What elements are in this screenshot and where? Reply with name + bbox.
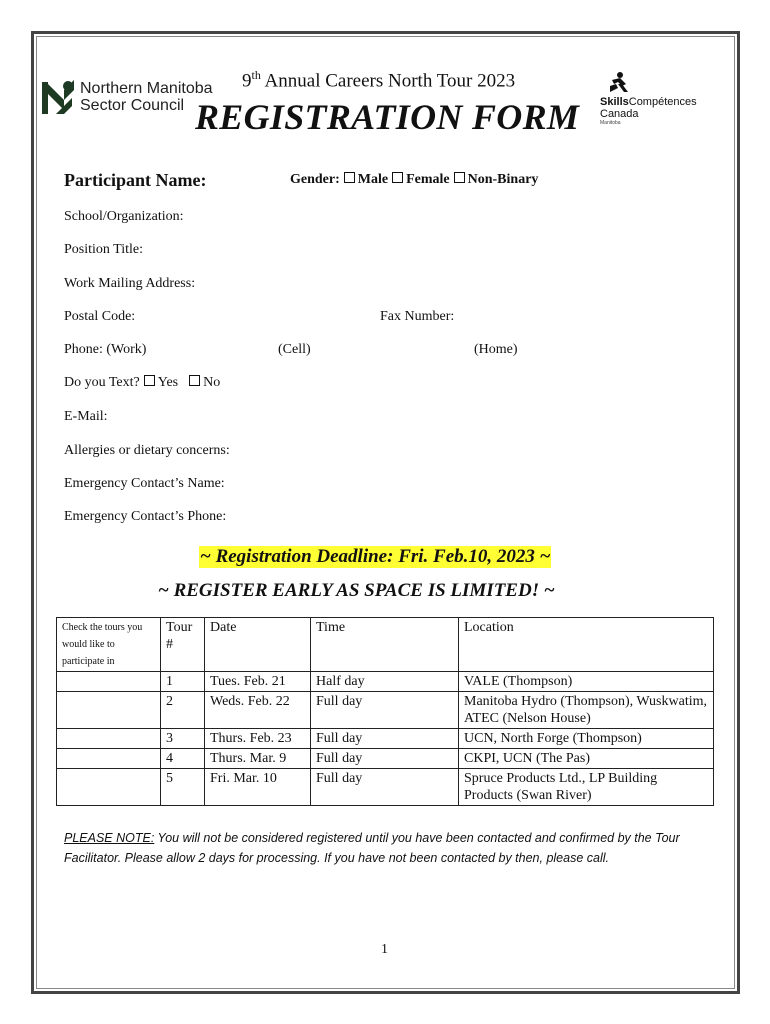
form-title: REGISTRATION FORM	[195, 97, 580, 137]
tour-number: 5	[161, 769, 205, 806]
tour-3-check-cell[interactable]	[57, 729, 161, 749]
org-line2: Sector Council	[80, 97, 185, 114]
header-time: Time	[311, 618, 459, 672]
email-label: E-Mail:	[64, 409, 108, 424]
tour-title-text: Annual Careers North Tour 2023	[260, 70, 516, 92]
tour-time: Half day	[311, 672, 459, 692]
tour-number: 1	[161, 672, 205, 692]
nonbinary-label: Non-Binary	[467, 172, 539, 187]
tour-location: Spruce Products Ltd., LP Building Products (Swan River)	[459, 769, 714, 806]
header-check: Check the tours you would like to participate in	[57, 618, 161, 672]
male-label: Male	[357, 172, 389, 187]
tour-number: 3	[161, 729, 205, 749]
page-number: 1	[381, 942, 388, 957]
participant-name-label: Participant Name:	[64, 170, 207, 190]
skills-bold: Skills	[600, 96, 629, 108]
ordinal-suffix: th	[251, 68, 261, 82]
header-tour: Tour #	[161, 618, 205, 672]
allergies-label: Allergies or dietary concerns:	[64, 443, 230, 458]
table-header-row	[57, 618, 714, 672]
tour-location: Manitoba Hydro (Thompson), Wuskwatim, ATEC (Nelson House)	[459, 692, 714, 729]
tour-location: UCN, North Forge (Thompson)	[459, 729, 714, 749]
tour-number: 4	[161, 749, 205, 769]
nmsc-logo-text	[80, 80, 213, 114]
header-date: Date	[205, 618, 311, 672]
skills-manitoba: Manitoba	[600, 120, 621, 126]
text-yes-label: Yes	[157, 375, 179, 390]
tour-date: Thurs. Feb. 23	[205, 729, 311, 749]
table-row	[57, 672, 714, 692]
text-no-checkbox[interactable]	[189, 375, 200, 386]
tour-time: Full day	[311, 692, 459, 729]
header-location: Location	[459, 618, 714, 672]
table-row	[57, 769, 714, 806]
address-label: Work Mailing Address:	[64, 276, 196, 291]
text-no-label: No	[203, 375, 221, 390]
text-yes-checkbox[interactable]	[144, 375, 155, 386]
org-line1: Northern Manitoba	[80, 80, 213, 97]
female-label: Female	[406, 172, 450, 187]
tour-date: Fri. Mar. 10	[205, 769, 311, 806]
text-question	[64, 375, 220, 391]
tour-2-check-cell[interactable]	[57, 692, 161, 729]
emergency-phone-label: Emergency Contact’s Phone:	[64, 509, 227, 524]
please-note	[64, 828, 724, 868]
tour-time: Full day	[311, 749, 459, 769]
skills-canada: Canada	[600, 108, 639, 120]
gender-group	[290, 172, 538, 188]
skills-runner-icon	[606, 72, 632, 94]
tour-1-check-cell[interactable]	[57, 672, 161, 692]
tour-location: CKPI, UCN (The Pas)	[459, 749, 714, 769]
skills-line1	[600, 96, 697, 108]
ordinal: 9	[242, 70, 252, 92]
phone-work-label: Phone: (Work)	[64, 342, 147, 357]
text-question-label: Do you Text?	[64, 375, 140, 390]
school-label: School/Organization:	[64, 209, 184, 224]
tour-title	[242, 68, 515, 92]
tour-date: Thurs. Mar. 9	[205, 749, 311, 769]
table-row	[57, 692, 714, 729]
tour-4-check-cell[interactable]	[57, 749, 161, 769]
emergency-name-label: Emergency Contact’s Name:	[64, 476, 225, 491]
female-checkbox[interactable]	[392, 172, 403, 183]
tour-date: Weds. Feb. 22	[205, 692, 311, 729]
phone-home-label: (Home)	[474, 342, 518, 357]
table-row	[57, 749, 714, 769]
nmsc-logo-mark-icon	[42, 80, 76, 116]
phone-cell-label: (Cell)	[278, 342, 311, 357]
registration-deadline: ~ Registration Deadline: Fri. Feb.10, 2023 ~	[200, 546, 551, 567]
nonbinary-checkbox[interactable]	[454, 172, 465, 183]
male-checkbox[interactable]	[344, 172, 355, 183]
skills-canada-logo	[600, 72, 710, 128]
tours-table	[56, 617, 714, 806]
tour-location: VALE (Thompson)	[459, 672, 714, 692]
please-note-label: PLEASE NOTE:	[64, 831, 155, 845]
please-note-text: You will not be considered registered until you have been contacted and confirmed by the Tour Facilitator. Please allow 2 days for processing. If you have not been contacted by then, please call.	[64, 831, 680, 865]
table-row	[57, 729, 714, 749]
register-early-notice: ~ REGISTER EARLY AS SPACE IS LIMITED! ~	[158, 580, 555, 601]
postal-label: Postal Code:	[64, 309, 136, 324]
fax-label: Fax Number:	[380, 309, 455, 324]
skills-rest: Compétences	[628, 96, 697, 108]
gender-label: Gender:	[290, 172, 340, 187]
tour-time: Full day	[311, 769, 459, 806]
tour-date: Tues. Feb. 21	[205, 672, 311, 692]
tour-5-check-cell[interactable]	[57, 769, 161, 806]
position-label: Position Title:	[64, 242, 143, 257]
tour-number: 2	[161, 692, 205, 729]
tour-time: Full day	[311, 729, 459, 749]
